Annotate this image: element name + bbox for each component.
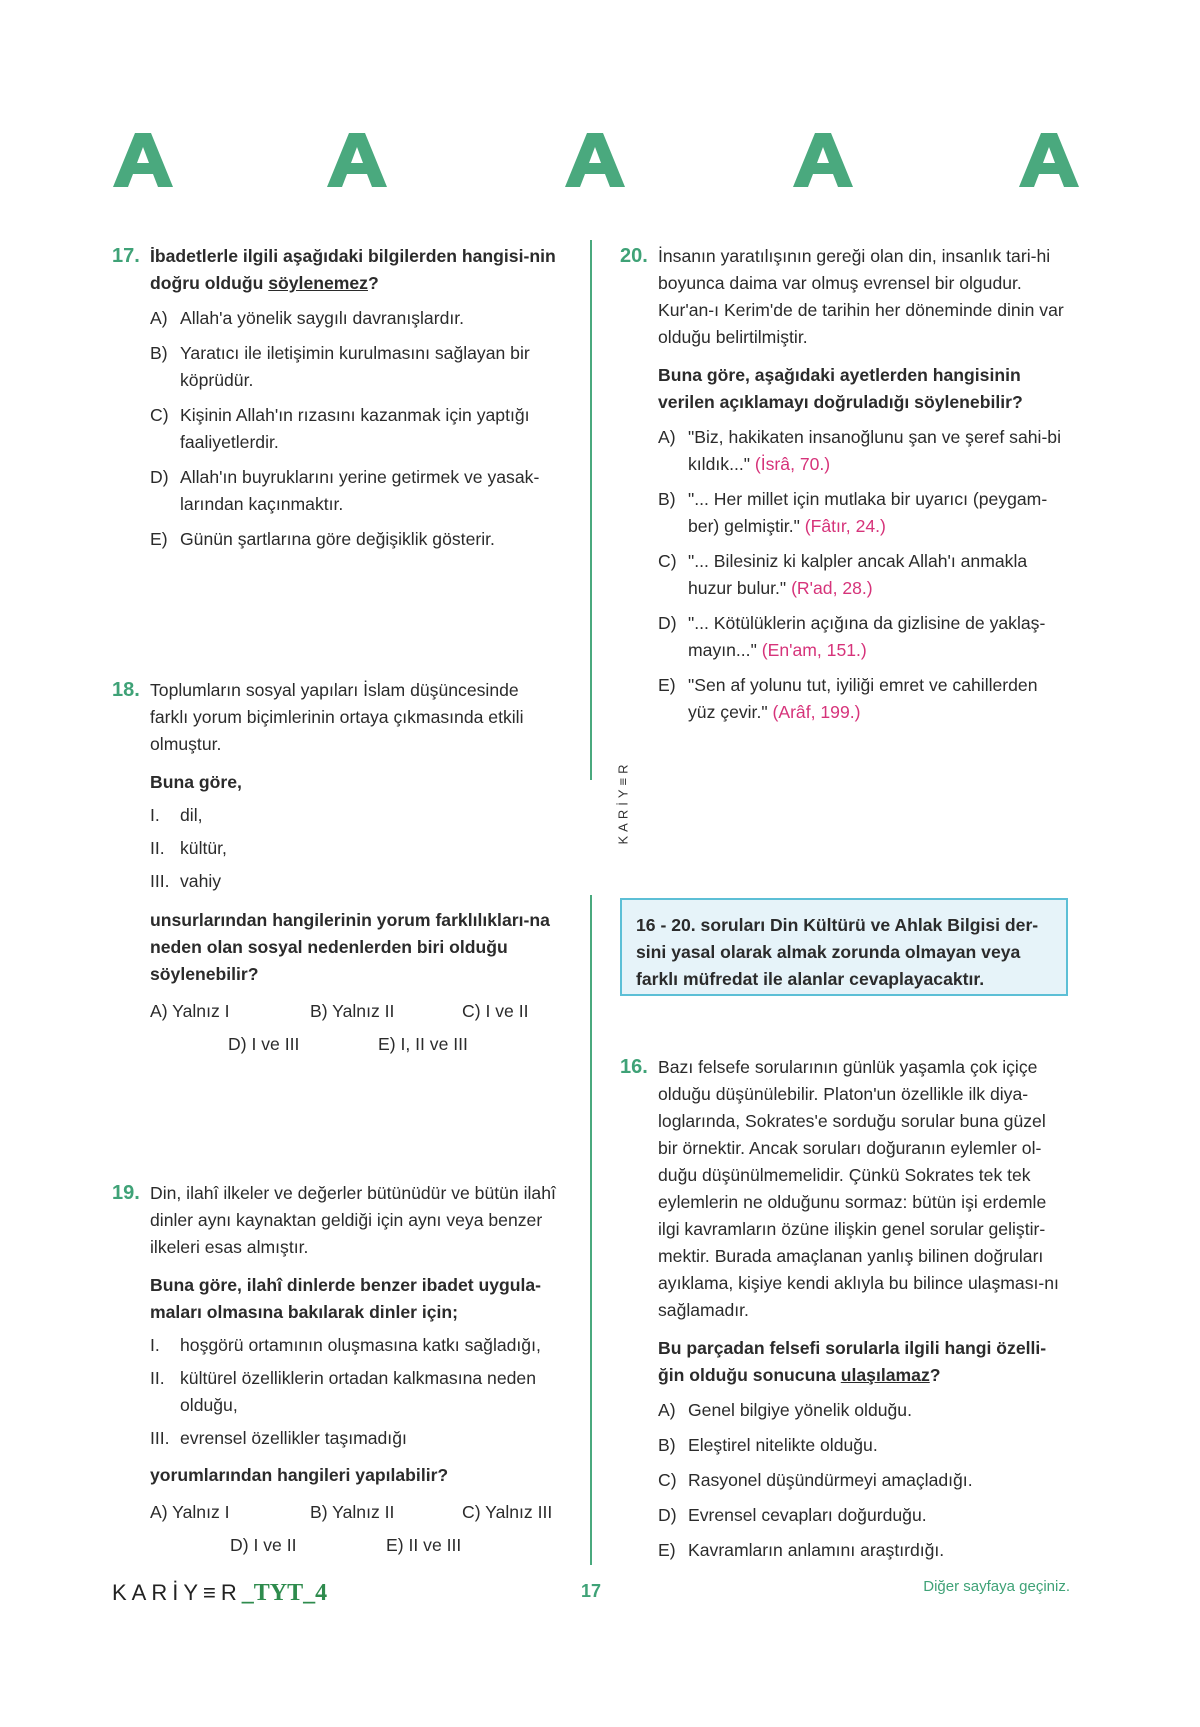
next-page-hint: Diğer sayfaya geçiniz. xyxy=(923,1578,1070,1595)
option-e[interactable]: E) "Sen af yolunu tut, iyiliği emret ve cahillerden yüz çevir." (Arâf, 199.) xyxy=(658,675,1038,722)
option-e[interactable]: E) Günün şartlarına göre değişiklik gösterir. xyxy=(150,529,495,549)
answer-b[interactable]: B) Yalnız II xyxy=(310,1502,395,1522)
question-stem: Toplumların sosyal yapıları İslam düşüncesinde farklı yorum biçimlerinin ortaya çıkmasında etkili olmuştur. xyxy=(150,680,524,754)
answer-b[interactable]: B) Yalnız II xyxy=(310,1001,395,1021)
vertical-brand: KARİY≡R xyxy=(615,760,631,845)
answer-key-letter-4 xyxy=(788,125,858,195)
question-stem: İbadetlerle ilgili aşağıdaki bilgilerden hangisi-nin doğru olduğu söylenemez? xyxy=(150,246,556,293)
answer-key-letter-3 xyxy=(560,125,630,195)
option-b[interactable]: B) Yaratıcı ile iletişimin kurulmasını sağlayan bir köprüdür. xyxy=(150,343,530,390)
roman-item-3: III. evrensel özellikler taşımadığı xyxy=(150,1428,407,1448)
option-e[interactable]: E) Kavramların anlamını araştırdığı. xyxy=(658,1540,945,1560)
question-stem: İnsanın yaratılışının gereği olan din, insanlık tari-hi boyunca daima var olmuş evrensel bir olgudur. Kur'an-ı Kerim'de de tarihin her döneminde dinin var olduğu belirtilmiştir. xyxy=(658,246,1064,347)
option-b[interactable]: B) Eleştirel nitelikte olduğu. xyxy=(658,1435,878,1455)
question-number: 16. xyxy=(620,1056,648,1078)
answer-a[interactable]: A) Yalnız I xyxy=(150,1001,230,1021)
answer-d[interactable]: D) I ve II xyxy=(230,1535,297,1555)
question-stem: Bazı felsefe sorularının günlük yaşamla çok içiçe olduğu düşünülebilir. Platon'un özellikle ilk diya-loglarında, Sokrates'e sorduğu sorular buna güzel bir örnektir. Ancak soruları doğuranın eylemler ol-duğu düşünülmemelidir. Çünkü Sokrates tek tek eylemlerin ne olduğunu sormaz: bütün işi erdemle ilgi kavramların özüne ilişkin genel sorular geliştir-mektir. Burada amaçlanan yanlış bilinen doğruları ayıklama, kişiye kendi aklıyla bu bilince ulaşması-nı sağlamadır. xyxy=(658,1057,1059,1320)
column-divider-bottom xyxy=(590,895,592,1565)
option-d[interactable]: D) Evrensel cevapları doğurduğu. xyxy=(658,1505,927,1525)
option-d[interactable]: D) "... Kötülüklerin açığına da gizlisine de yaklaş-mayın..." (En'am, 151.) xyxy=(658,613,1046,660)
question-stem: Din, ilahî ilkeler ve değerler bütünüdür ve bütün ilahî dinler aynı kaynaktan geldiği için aynı veya benzer ilkeleri esas almıştır. xyxy=(150,1183,556,1257)
question-tail: yorumlarından hangileri yapılabilir? xyxy=(150,1465,449,1485)
option-a[interactable]: A) Genel bilgiye yönelik olduğu. xyxy=(658,1400,912,1420)
column-divider-top xyxy=(590,240,592,780)
question-prompt: Buna göre, aşağıdaki ayetlerden hangisinin verilen açıklamayı doğruladığı söylenebilir? xyxy=(658,365,1023,412)
option-c[interactable]: C) "... Bilesiniz ki kalpler ancak Allah'ı anmakla huzur bulur." (R'ad, 28.) xyxy=(658,551,1028,598)
option-a[interactable]: A) "Biz, hakikaten insanoğlunu şan ve şeref sahi-bi kıldık..." (İsrâ, 70.) xyxy=(658,427,1061,474)
footer-brand: KARİY≡R_TYT_4 xyxy=(112,1580,328,1606)
answer-c[interactable]: C) I ve II xyxy=(462,1001,529,1021)
option-c[interactable]: C) Kişinin Allah'ın rızasını kazanmak için yaptığı faaliyetlerdir. xyxy=(150,405,530,452)
option-a[interactable]: A) Allah'a yönelik saygılı davranışlardır. xyxy=(150,308,465,328)
answer-d[interactable]: D) I ve III xyxy=(228,1034,300,1054)
footer-exam-code: _TYT_4 xyxy=(241,1580,328,1606)
answer-key-letter-1 xyxy=(108,125,178,195)
question-prompt: Bu parçadan felsefi sorularla ilgili hangi özelli-ğin olduğu sonucuna ulaşılamaz? xyxy=(658,1338,1047,1385)
question-number: 17. xyxy=(112,245,140,267)
roman-item-3: III. vahiy xyxy=(150,871,222,891)
question-number: 20. xyxy=(620,245,648,267)
answer-e[interactable]: E) II ve III xyxy=(386,1535,462,1555)
page-number: 17 xyxy=(580,1581,602,1601)
roman-item-1: I. hoşgörü ortamının oluşmasına katkı sağladığı, xyxy=(150,1335,541,1355)
option-b[interactable]: B) "... Her millet için mutlaka bir uyarıcı (peygam-ber) gelmiştir." (Fâtır, 24.) xyxy=(658,489,1048,536)
question-number: 19. xyxy=(112,1182,140,1204)
question-prompt: unsurlarından hangilerinin yorum farklılıkları-na neden olan sosyal nedenlerden biri olduğu söylenebilir? xyxy=(150,910,550,984)
option-c[interactable]: C) Rasyonel düşündürmeyi amaçladığı. xyxy=(658,1470,973,1490)
answer-key-letter-5 xyxy=(1014,125,1084,195)
roman-item-2: II. kültür, xyxy=(150,838,227,858)
question-prompt: Buna göre, ilahî dinlerde benzer ibadet uygula-maları olmasına bakılarak dinler için; xyxy=(150,1275,542,1322)
answer-c[interactable]: C) Yalnız III xyxy=(462,1502,553,1522)
answer-key-letter-2 xyxy=(322,125,392,195)
curriculum-note: 16 - 20. soruları Din Kültürü ve Ahlak Bilgisi der-sini yasal olarak almak zorunda olmayan veya farklı müfredat ile alanlar cevaplayacaktır. xyxy=(620,898,1068,996)
answer-e[interactable]: E) I, II ve III xyxy=(378,1034,468,1054)
question-number: 18. xyxy=(112,679,140,701)
option-d[interactable]: D) Allah'ın buyruklarını yerine getirmek ve yasak-larından kaçınmaktır. xyxy=(150,467,540,514)
answer-a[interactable]: A) Yalnız I xyxy=(150,1502,230,1522)
roman-item-1: I. dil, xyxy=(150,805,203,825)
roman-item-2: II. kültürel özelliklerin ortadan kalkmasına neden olduğu, xyxy=(150,1368,536,1415)
question-lead: Buna göre, xyxy=(150,772,242,792)
